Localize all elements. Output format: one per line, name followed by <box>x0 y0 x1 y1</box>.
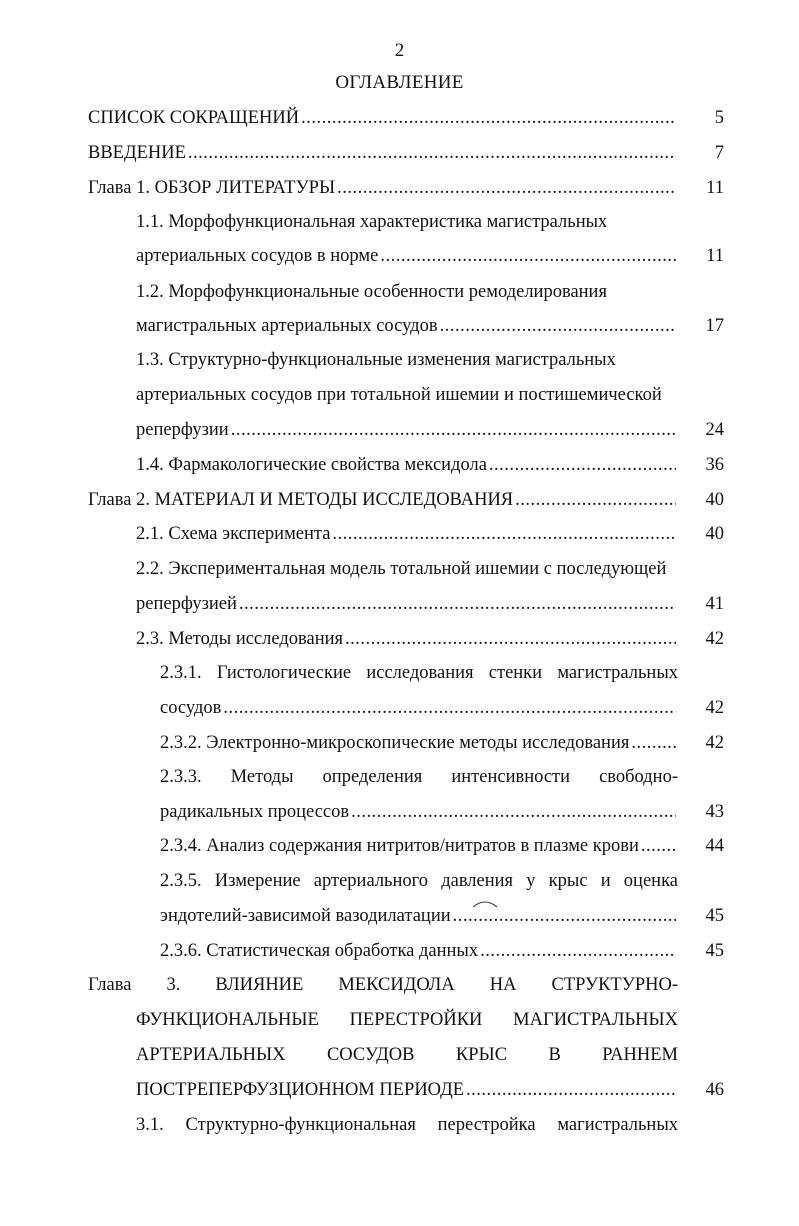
toc-entry-text: 1.4. Фармакологические свойства мексидола <box>136 455 487 475</box>
toc-entry-1-2-line1[interactable]: 1.2. Морфофункциональные особенности ремоделирования <box>136 282 607 302</box>
toc-page-number: 45 <box>705 906 724 926</box>
toc-entry-chapter-3[interactable] <box>136 1078 724 1102</box>
toc-entry-1-3[interactable] <box>136 418 724 442</box>
leader-dots <box>466 1078 676 1102</box>
leader-dots <box>188 141 676 165</box>
scan-mark-icon <box>472 900 498 908</box>
page-title: ОГЛАВЛЕНИЕ <box>335 72 464 93</box>
toc-entry-2-3-5[interactable] <box>160 904 724 928</box>
leader-dots <box>223 696 676 720</box>
toc-entry-text: Глава 2. МАТЕРИАЛ И МЕТОДЫ ИССЛЕДОВАНИЯ <box>88 490 514 510</box>
toc-entry-1-4[interactable] <box>136 453 724 477</box>
toc-entry-text: радикальных процессов <box>160 802 350 822</box>
toc-entry-text: 2.1. Схема эксперимента <box>136 524 331 544</box>
leader-dots <box>239 592 676 616</box>
toc-page-number: 5 <box>714 108 724 128</box>
toc-entry-2-1[interactable] <box>136 522 724 546</box>
toc-page-number: 44 <box>705 836 724 856</box>
leader-dots <box>480 939 676 963</box>
toc-entry-chapter-2[interactable] <box>88 488 724 512</box>
toc-entry-2-3-3[interactable] <box>160 800 724 824</box>
toc-page-number: 41 <box>705 594 724 614</box>
toc-entry-text: 2.3.6. Статистическая обработка данных <box>160 941 479 961</box>
toc-entry-2-3-3-line1[interactable]: 2.3.3. Методы определения интенсивности свободно- <box>160 767 678 787</box>
toc-entry-2-3[interactable] <box>136 627 724 651</box>
toc-entry-1-3-line2[interactable]: артериальных сосудов при тотальной ишемии и постишемической <box>136 385 662 405</box>
toc-page-number: 43 <box>705 802 724 822</box>
leader-dots <box>301 106 676 130</box>
toc-page-number: 11 <box>706 178 724 198</box>
toc-entry-2-3-1-line1[interactable]: 2.3.1. Гистологические исследования стенки магистральных <box>160 663 678 683</box>
leader-dots <box>351 800 676 824</box>
toc-entry-text: 2.3.4. Анализ содержания нитритов/нитратов в плазме крови <box>160 836 639 856</box>
toc-entry-2-3-6[interactable] <box>160 939 724 963</box>
toc-entry-chapter-3-line3[interactable]: АРТЕРИАЛЬНЫХ СОСУДОВ КРЫС В РАННЕМ <box>136 1045 678 1065</box>
toc-entry-text: ПОСТРЕПЕРФУЗЦИОННОМ ПЕРИОДЕ <box>136 1080 465 1100</box>
toc-entry-chapter-3-line1[interactable]: Глава 3. ВЛИЯНИЕ МЕКСИДОЛА НА СТРУКТУРНО- <box>88 975 678 995</box>
toc-entry-text: Глава 1. ОБЗОР ЛИТЕРАТУРЫ <box>88 178 336 198</box>
toc-entry-text: эндотелий-зависимой вазодилатации <box>160 906 451 926</box>
toc-entry-text: реперфузией <box>136 594 237 614</box>
toc-entry-text: 2.3.2. Электронно-микроскопические методы исследования <box>160 733 630 753</box>
toc-entry-abbreviations[interactable] <box>88 106 724 130</box>
toc-page-number: 45 <box>705 941 724 961</box>
leader-dots <box>337 176 676 200</box>
toc-page-number: 42 <box>705 733 724 753</box>
toc-entry-2-3-1[interactable] <box>160 696 724 720</box>
toc-entry-text: артериальных сосудов в норме <box>136 246 379 266</box>
toc-page-number: 40 <box>705 490 724 510</box>
toc-entry-2-2-line1[interactable]: 2.2. Экспериментальная модель тотальной ишемии с последующей <box>136 559 667 579</box>
leader-dots <box>380 244 676 268</box>
leader-dots <box>332 522 676 546</box>
toc-entry-text: магистральных артериальных сосудов <box>136 316 438 336</box>
leader-dots <box>631 731 676 755</box>
toc-entry-text: реперфузии <box>136 420 229 440</box>
leader-dots <box>231 418 676 442</box>
leader-dots <box>440 314 676 338</box>
toc-entry-chapter-3-line2[interactable]: ФУНКЦИОНАЛЬНЫЕ ПЕРЕСТРОЙКИ МАГИСТРАЛЬНЫХ <box>136 1010 678 1030</box>
toc-entry-text: ВВЕДЕНИЕ <box>88 143 186 163</box>
toc-page-number: 40 <box>705 524 724 544</box>
toc-page-number: 42 <box>705 698 724 718</box>
toc-entry-2-3-2[interactable] <box>160 731 724 755</box>
toc-page-number: 46 <box>705 1080 724 1100</box>
toc-entry-2-3-5-line1[interactable]: 2.3.5. Измерение артериального давления у крыс и оценка <box>160 871 678 891</box>
toc-entry-text: СПИСОК СОКРАЩЕНИЙ <box>88 108 300 128</box>
toc-entry-1-1[interactable] <box>136 244 724 268</box>
leader-dots <box>345 627 676 651</box>
toc-entry-chapter-1[interactable] <box>88 176 724 200</box>
toc-page-number: 11 <box>706 246 724 266</box>
toc-entry-2-3-4[interactable] <box>160 834 724 858</box>
leader-dots <box>641 834 676 858</box>
leader-dots <box>489 453 676 477</box>
toc-entry-text: сосудов <box>160 698 222 718</box>
toc-entry-2-2[interactable] <box>136 592 724 616</box>
toc-page-number: 17 <box>705 316 724 336</box>
toc-entry-1-1-line1[interactable]: 1.1. Морфофункциональная характеристика магистральных <box>136 212 608 232</box>
leader-dots <box>515 488 676 512</box>
toc-page-number: 7 <box>714 143 724 163</box>
toc-page-number: 36 <box>705 455 724 475</box>
toc-entry-text: 2.3. Методы исследования <box>136 629 344 649</box>
toc-page-number: 42 <box>705 629 724 649</box>
toc-page-number: 24 <box>705 420 724 440</box>
toc-entry-1-3-line1[interactable]: 1.3. Структурно-функциональные изменения магистральных <box>136 350 616 370</box>
toc-entry-1-2[interactable] <box>136 314 724 338</box>
toc-entry-introduction[interactable] <box>88 141 724 165</box>
toc-entry-3-1-line1[interactable]: 3.1. Структурно-функциональная перестройка магистральных <box>136 1115 678 1135</box>
page-number: 2 <box>394 40 405 61</box>
